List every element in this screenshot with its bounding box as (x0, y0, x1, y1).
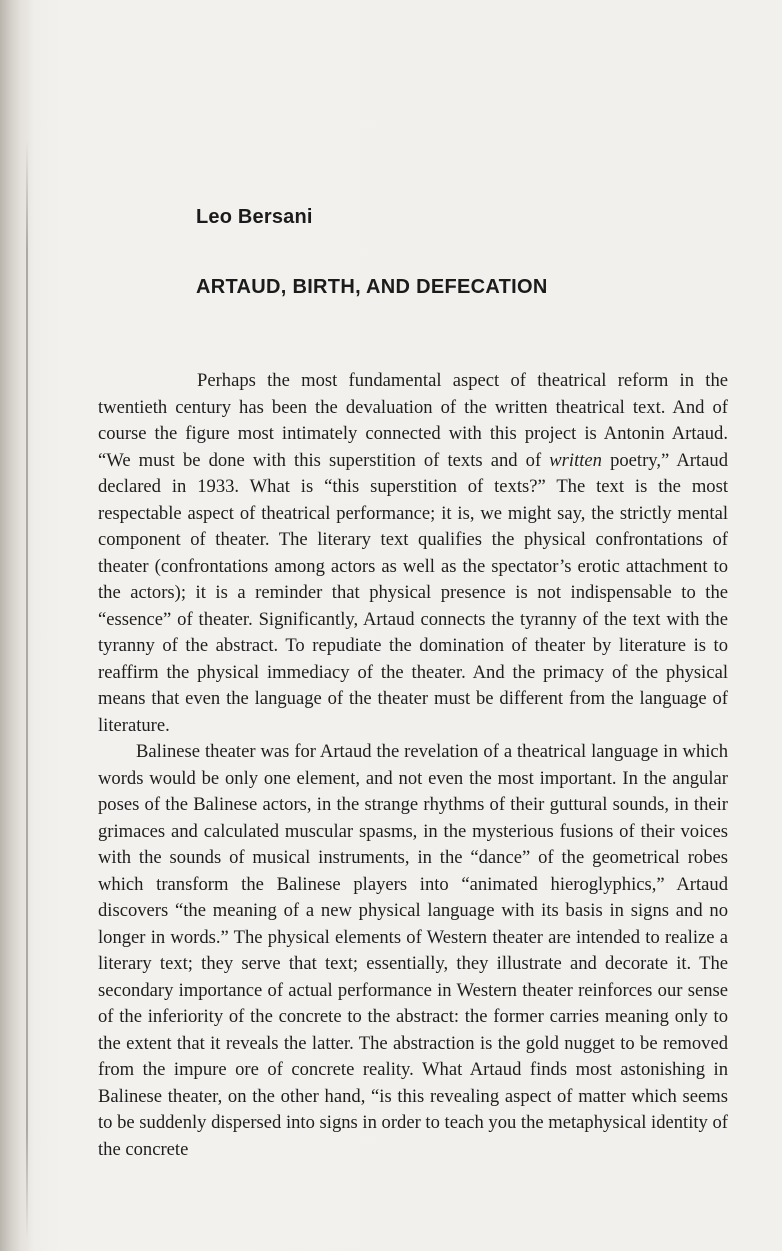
text-segment: Perhaps the most fundamental aspect of theatrical reform in the twentieth century has been the devaluation of the written theatrical text. And of course the figure most intimately connected with this project is Antonin Artaud. “We must be done with this superstition of texts and of (98, 370, 728, 471)
body-text (98, 368, 728, 1163)
paragraph-2 (98, 739, 728, 1163)
author-name: Leo Bersani (196, 206, 313, 228)
essay-title: ARTAUD, BIRTH, AND DEFECATION (196, 276, 548, 298)
text-segment: poetry,” Artaud declared in 1933. What is “this superstition of texts?” The text is the most respectable aspect of theatrical performance; it is, we might say, the strictly mental component of theater. The literary text qualifies the physical confrontations of theater (confrontations among actors as well as the spectator’s erotic attachment to the actors); it is a reminder that physical presence is not indispensable to the “essence” of theater. Significantly, Artaud connects the tyranny of the text with the tyranny of the abstract. To repudiate the domination of theater by literature is to reaffirm the physical immediacy of the theater. And the primacy of the physical means that even the language of the theater must be different from the language of literature. (98, 449, 728, 736)
paragraph-1 (98, 368, 728, 739)
spine-fold-line (26, 140, 28, 1240)
text-segment-italic: written (549, 449, 602, 471)
text-segment: Balinese theater was for Artaud the revelation of a theatrical language in which words would be only one element, and not even the most important. In the angular poses of the Balinese actors, in the strange rhythms of their guttural sounds, in their grimaces and calculated muscular spasms, in the mysterious fusions of their voices with the sounds of musical instruments, in the “dance” of the geometrical robes which transform the Balinese players into “animated hieroglyphics,” Artaud discovers “the meaning of a new physical language with its basis in signs and no longer in words.” The physical elements of Western theater are intended to realize a literary text; they serve that text; essentially, they illustrate and decorate it. The secondary importance of actual performance in Western theater reinforces our sense of the inferiority of the concrete to the abstract: the former carries meaning only to the extent that it reveals the latter. The abstraction is the gold nugget to be removed from the impure ore of concrete reality. What Artaud finds most astonishing in Balinese theater, on the other hand, “is this revealing aspect of matter which seems to be suddenly dispersed into signs in order to teach you the metaphysical identity of the concrete (98, 741, 728, 1160)
book-spine-shadow (0, 0, 34, 1251)
